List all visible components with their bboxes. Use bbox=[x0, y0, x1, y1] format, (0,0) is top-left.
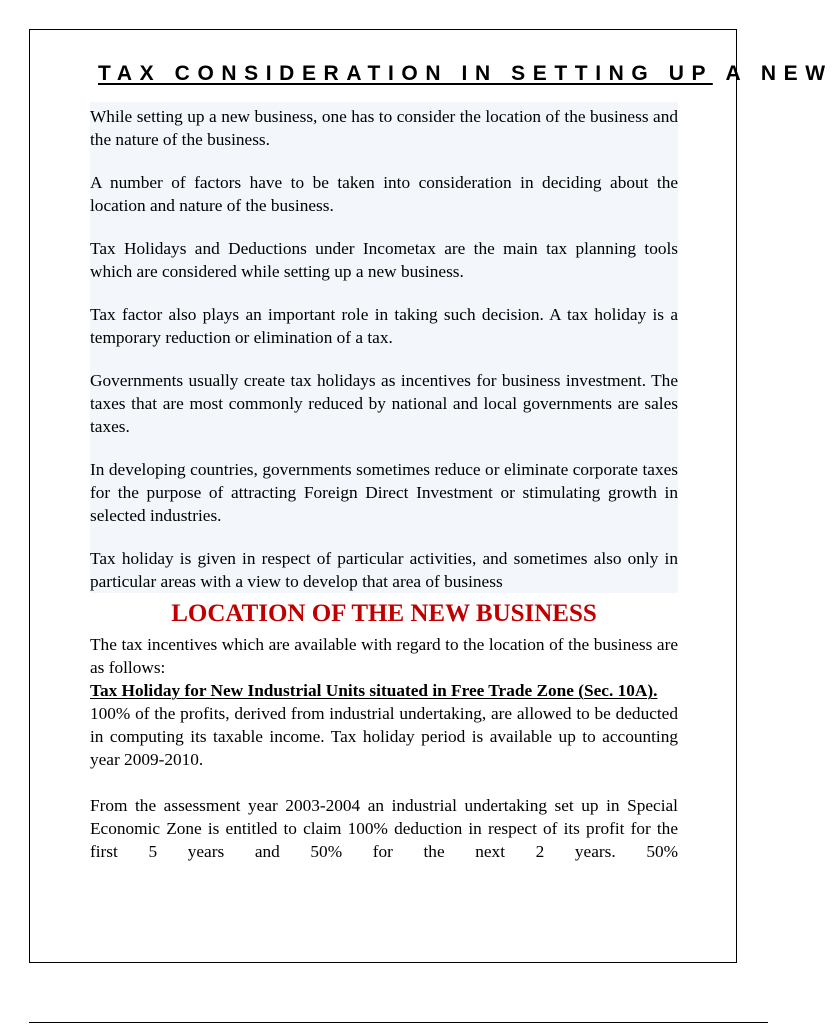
intro-section bbox=[90, 102, 678, 593]
document-title-underlined: TAX CONSIDERATION IN SETTING UP bbox=[98, 62, 713, 85]
section-intro-paragraph: The tax incentives which are available with regard to the location of the business are as follows: bbox=[90, 635, 678, 677]
intro-paragraph: Governments usually create tax holidays as incentives for business investment. The taxes that are most commonly reduced by national and local governments are sales taxes. bbox=[90, 371, 678, 436]
intro-paragraph: While setting up a new business, one has to consider the location of the business and the nature of the business. bbox=[90, 107, 678, 149]
document-title-rest: A NEW bbox=[712, 62, 833, 85]
intro-paragraph: Tax holiday is given in respect of particular activities, and sometimes also only in particular areas with a view to develop that area of business bbox=[90, 549, 678, 591]
sec-10a-paragraph: 100% of the profits, derived from industrial undertaking, are allowed to be deducted in computing its taxable income. Tax holiday period is available up to accounting year 2009-2010. bbox=[90, 704, 678, 769]
footer-rule bbox=[29, 1022, 768, 1023]
location-section bbox=[90, 633, 678, 863]
intro-paragraph: Tax Holidays and Deductions under Incometax are the main tax planning tools which are considered while setting up a new business. bbox=[90, 239, 678, 281]
sec-10a-subheading: Tax Holiday for New Industrial Units situated in Free Trade Zone (Sec. 10A). bbox=[90, 681, 658, 700]
intro-paragraph: In developing countries, governments sometimes reduce or eliminate corporate taxes for the purpose of attracting Foreign Direct Investment or stimulating growth in selected industries. bbox=[90, 460, 678, 525]
document-title bbox=[98, 60, 833, 88]
section-heading: LOCATION OF THE NEW BUSINESS bbox=[171, 600, 597, 627]
document-page bbox=[29, 29, 833, 963]
intro-paragraph: A number of factors have to be taken into consideration in deciding about the location and nature of the business. bbox=[90, 173, 678, 215]
intro-paragraph: Tax factor also plays an important role in taking such decision. A tax holiday is a temporary reduction or elimination of a tax. bbox=[90, 305, 678, 347]
closing-paragraph: From the assessment year 2003-2004 an industrial undertaking set up in Special Economic Zone is entitled to claim 100% deduction in respect of its profit for the first 5 years and 50% for the next 2 years. 50% bbox=[90, 796, 678, 861]
